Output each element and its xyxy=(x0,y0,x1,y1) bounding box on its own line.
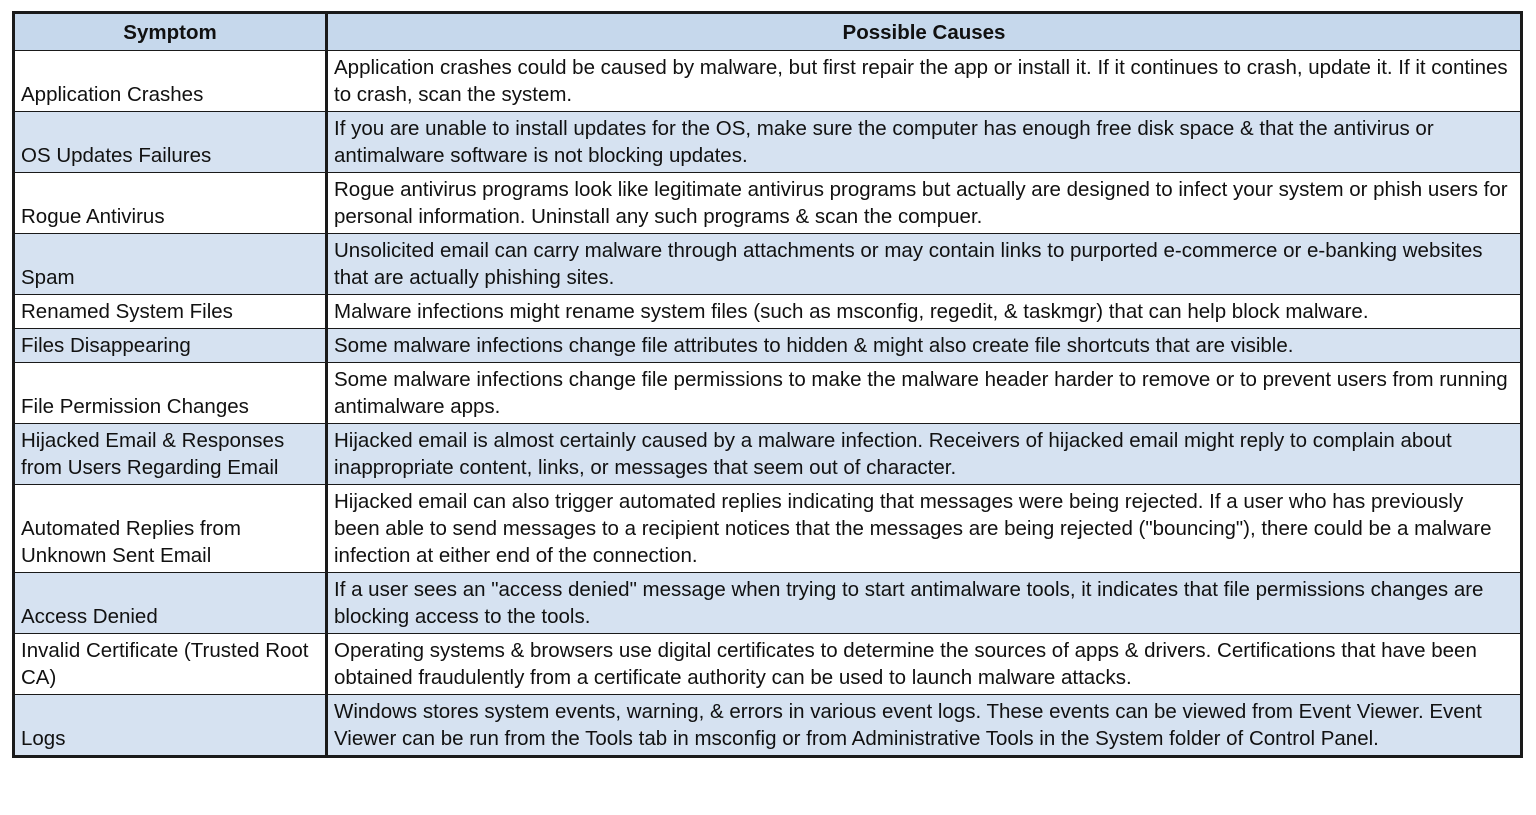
cause-cell: Malware infections might rename system files (such as msconfig, regedit, & taskmgr) that can help block malware. xyxy=(327,295,1522,329)
symptom-cell: Invalid Certificate (Trusted Root CA) xyxy=(14,634,327,695)
cause-cell: If a user sees an "access denied" message when trying to start antimalware tools, it indicates that file permissions changes are blocking access to the tools. xyxy=(327,573,1522,634)
symptom-causes-table xyxy=(12,11,1523,758)
symptom-cell: Spam xyxy=(14,234,327,295)
table-row xyxy=(14,234,1522,295)
cause-cell: If you are unable to install updates for the OS, make sure the computer has enough free disk space & that the antivirus or antimalware software is not blocking updates. xyxy=(327,112,1522,173)
table-row xyxy=(14,363,1522,424)
table-row xyxy=(14,485,1522,573)
table-row xyxy=(14,424,1522,485)
table-row xyxy=(14,634,1522,695)
cause-cell: Windows stores system events, warning, & errors in various event logs. These events can be viewed from Event Viewer. Event Viewer can be run from the Tools tab in msconfig or from Administrative Tools in the System folder of Control Panel. xyxy=(327,695,1522,757)
cause-cell: Hijacked email can also trigger automated replies indicating that messages were being rejected. If a user who has previously been able to send messages to a recipient notices that the messages are being rejected ("bouncing"), there could be a malware infection at either end of the connection. xyxy=(327,485,1522,573)
possible-causes-column-header: Possible Causes xyxy=(327,13,1522,51)
table-row xyxy=(14,573,1522,634)
table-row xyxy=(14,329,1522,363)
cause-cell: Some malware infections change file permissions to make the malware header harder to remove or to prevent users from running antimalware apps. xyxy=(327,363,1522,424)
symptom-cell: Hijacked Email & Responses from Users Regarding Email xyxy=(14,424,327,485)
symptom-cell: Rogue Antivirus xyxy=(14,173,327,234)
cause-cell: Some malware infections change file attributes to hidden & might also create file shortcuts that are visible. xyxy=(327,329,1522,363)
symptom-cell: Files Disappearing xyxy=(14,329,327,363)
table-row xyxy=(14,112,1522,173)
symptom-cell: File Permission Changes xyxy=(14,363,327,424)
symptom-cell: Access Denied xyxy=(14,573,327,634)
table-row xyxy=(14,695,1522,757)
cause-cell: Unsolicited email can carry malware through attachments or may contain links to purported e-commerce or e-banking websites that are actually phishing sites. xyxy=(327,234,1522,295)
symptom-cell: Logs xyxy=(14,695,327,757)
cause-cell: Rogue antivirus programs look like legitimate antivirus programs but actually are designed to infect your system or phish users for personal information. Uninstall any such programs & scan the compuer. xyxy=(327,173,1522,234)
symptom-column-header: Symptom xyxy=(14,13,327,51)
symptom-cell: Application Crashes xyxy=(14,51,327,112)
cause-cell: Application crashes could be caused by malware, but first repair the app or install it. If it continues to crash, update it. If it contines to crash, scan the system. xyxy=(327,51,1522,112)
header-row xyxy=(14,13,1522,51)
table-row xyxy=(14,173,1522,234)
symptom-cell: OS Updates Failures xyxy=(14,112,327,173)
table-row xyxy=(14,295,1522,329)
cause-cell: Operating systems & browsers use digital certificates to determine the sources of apps & drivers. Certifications that have been obtained fraudulently from a certificate authority can be used to launch malware attacks. xyxy=(327,634,1522,695)
symptom-cell: Automated Replies from Unknown Sent Email xyxy=(14,485,327,573)
table-row xyxy=(14,51,1522,112)
symptom-cell: Renamed System Files xyxy=(14,295,327,329)
cause-cell: Hijacked email is almost certainly caused by a malware infection. Receivers of hijacked email might reply to complain about inappropriate content, links, or messages that seem out of character. xyxy=(327,424,1522,485)
